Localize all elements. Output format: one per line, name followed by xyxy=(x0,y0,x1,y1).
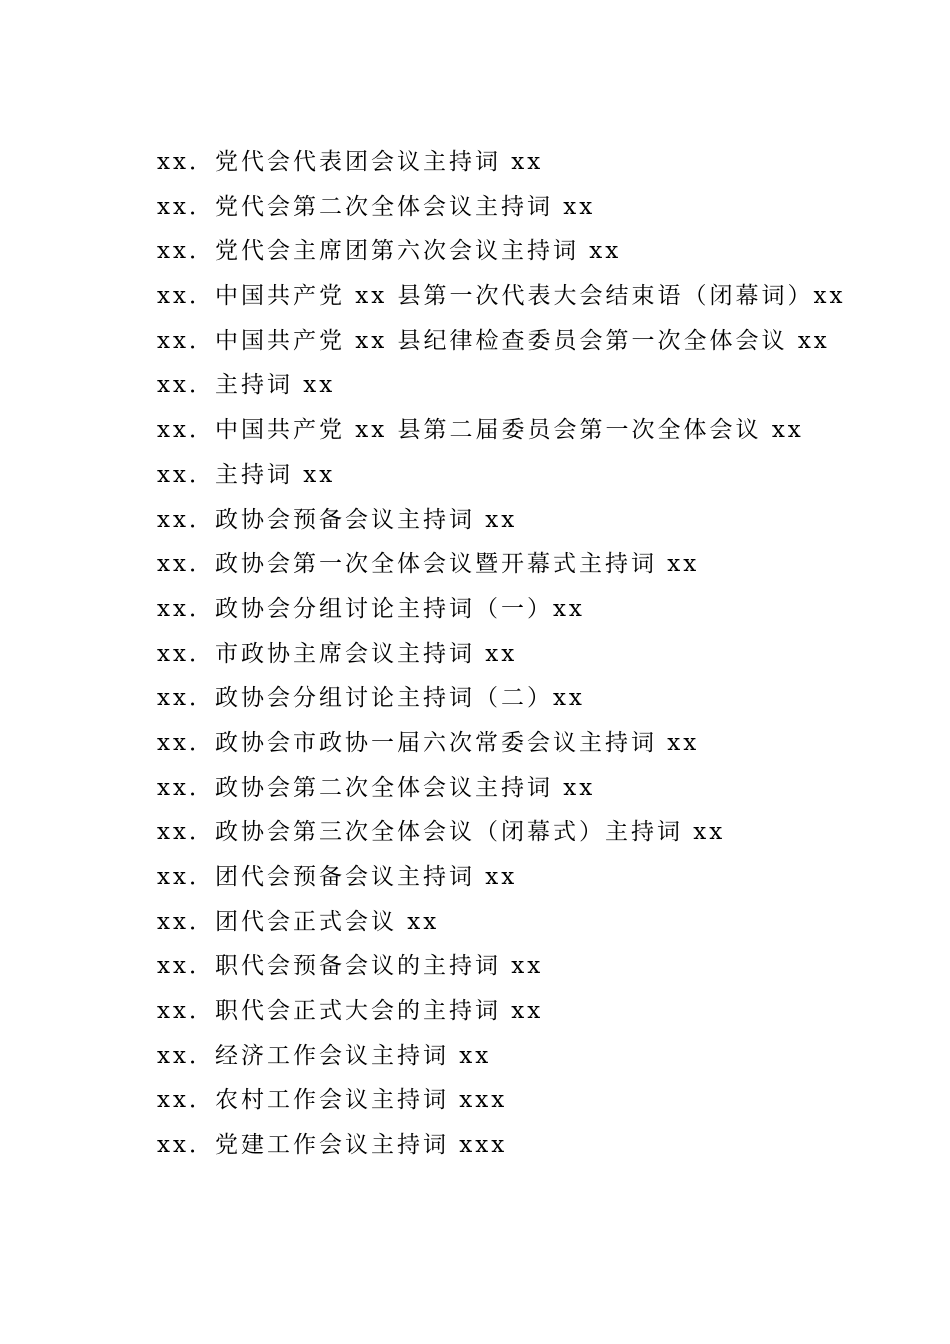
toc-entry: xx．职代会预备会议的主持词 xx xyxy=(157,953,544,980)
table-of-contents xyxy=(157,140,857,1168)
toc-entry: xx．政协会分组讨论主持词（一）xx xyxy=(157,595,585,622)
toc-entry: xx．主持词 xx xyxy=(157,461,336,488)
toc-entry: xx．党建工作会议主持词 xxx xyxy=(157,1132,508,1159)
toc-entry: xx．政协会分组讨论主持词（二）xx xyxy=(157,685,585,712)
toc-entry: xx．政协会预备会议主持词 xx xyxy=(157,506,518,533)
toc-entry: xx．职代会正式大会的主持词 xx xyxy=(157,998,544,1025)
toc-entry: xx．党代会主席团第六次会议主持词 xx xyxy=(157,238,622,265)
toc-entry: xx．中国共产党 xx 县纪律检查委员会第一次全体会议 xx xyxy=(157,327,830,354)
toc-entry: xx．主持词 xx xyxy=(157,372,336,399)
toc-entry: xx．政协会第二次全体会议主持词 xx xyxy=(157,774,596,801)
toc-entry: xx．农村工作会议主持词 xxx xyxy=(157,1087,508,1114)
toc-entry: xx．政协会第一次全体会议暨开幕式主持词 xx xyxy=(157,551,700,578)
toc-entry: xx．团代会正式会议 xx xyxy=(157,908,440,935)
toc-entry: xx．市政协主席会议主持词 xx xyxy=(157,640,518,667)
toc-entry: xx．党代会第二次全体会议主持词 xx xyxy=(157,193,596,220)
toc-entry: xx．中国共产党 xx 县第二届委员会第一次全体会议 xx xyxy=(157,417,804,444)
toc-entry: xx．中国共产党 xx 县第一次代表大会结束语（闭幕词）xx xyxy=(157,283,846,310)
toc-entry: xx．政协会市政协一届六次常委会议主持词 xx xyxy=(157,729,700,756)
toc-entry: xx．团代会预备会议主持词 xx xyxy=(157,864,518,890)
toc-entry: xx．党代会代表团会议主持词 xx xyxy=(157,149,544,175)
toc-entry: xx．政协会第三次全体会议（闭幕式）主持词 xx xyxy=(157,819,726,846)
toc-entry: xx．经济工作会议主持词 xx xyxy=(157,1042,492,1069)
